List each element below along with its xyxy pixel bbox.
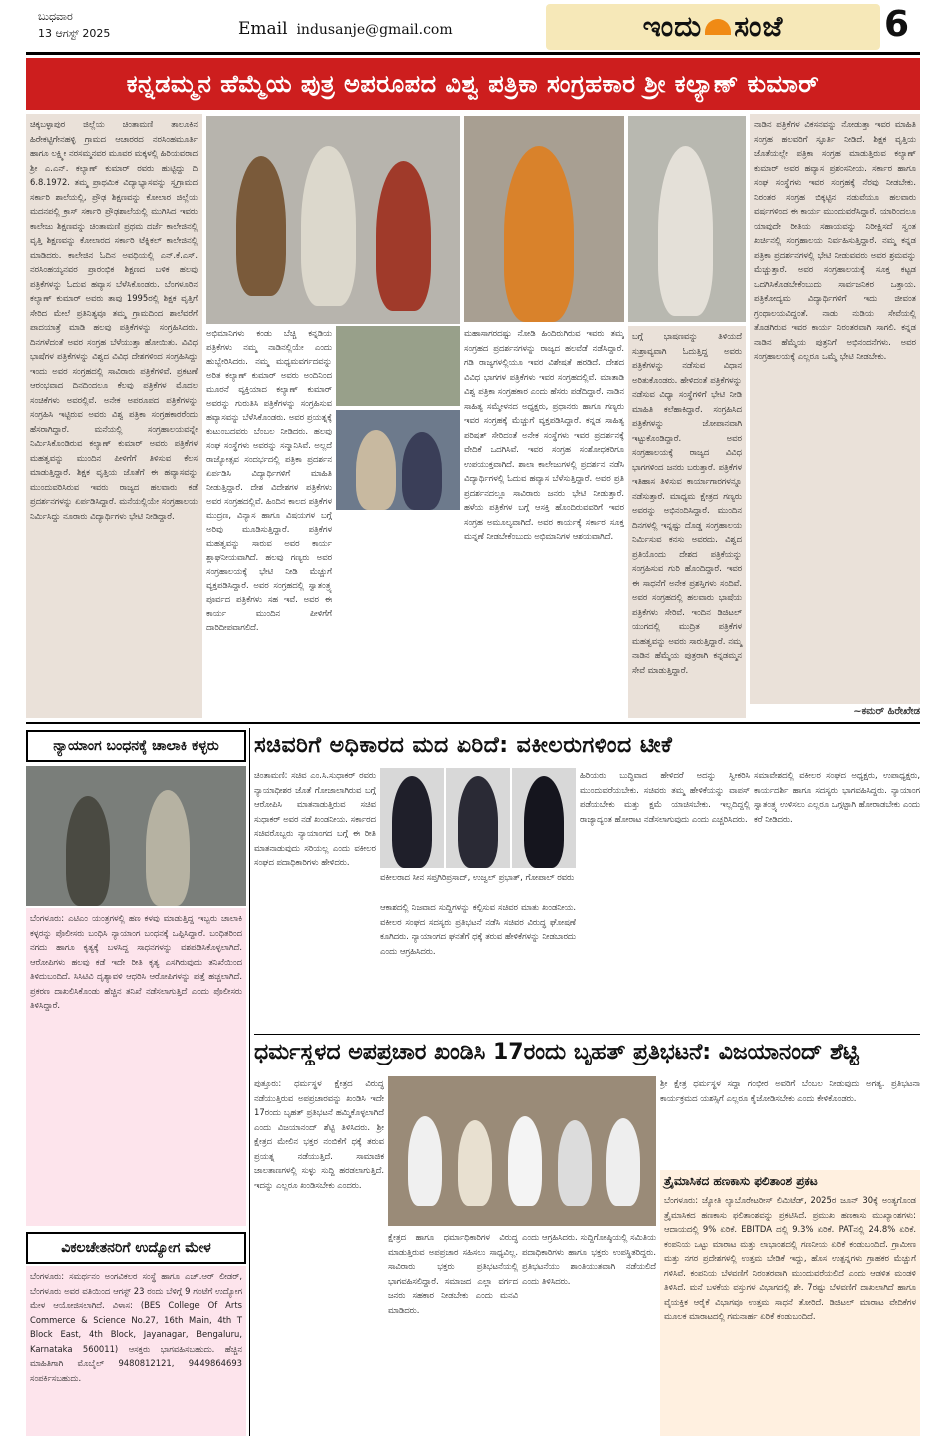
masthead-right: ಸಂಜೆ — [734, 10, 784, 43]
section-rule — [26, 722, 920, 724]
story-3-photo — [388, 1076, 656, 1226]
side-story-1-body: ಬೆಂಗಳೂರು: ಎಟಿಎಂ ಯಂತ್ರಗಳಲ್ಲಿ ಹಣ ಕಳವು ಮಾಡುತ್ತಿದ್ದ ಇಬ್ಬರು ಚಾಲಾಕಿ ಕಳ್ಳರನ್ನು ಪೊಲೀಸರು ಬಂಧಿಸಿ ನ್ಯಾಯಾಂಗ ಬಂಧನಕ್ಕೆ ಒಪ್ಪಿಸಿದ್ದಾರೆ. ಬಂಧಿತರಿಂದ ನಗದು ಹಾಗೂ ಕೃತ್ಯಕ್ಕೆ ಬಳಸಿದ್ದ ಸಾಧನಗಳನ್ನು ವಶಪಡಿಸಿಕೊಳ್ಳಲಾಗಿದೆ. ಆರೋಪಿಗಳು ಹಲವು ಕಡೆ ಇದೇ ರೀತಿ ಕೃತ್ಯ ಎಸಗಿರುವುದು ತನಿಖೆಯಿಂದ ತಿಳಿದುಬಂದಿದೆ. ಸಿಸಿಟಿವಿ ದೃಶ್ಯಾವಳಿ ಆಧರಿಸಿ ಆರೋಪಿಗಳನ್ನು ಪತ್ತೆ ಹಚ್ಚಲಾಗಿದೆ. ಪ್ರಕರಣ ದಾಖಲಿಸಿಕೊಂಡು ಹೆಚ್ಚಿನ ತನಿಖೆ ನಡೆಸಲಾಗುತ್ತಿದೆ ಎಂದು ಪೊಲೀಸರು ತಿಳಿಸಿದ್ದಾರೆ. — [26, 908, 246, 1226]
story-3-col-2: ಕ್ಷೇತ್ರದ ಹಾಗೂ ಧರ್ಮಾಧಿಕಾರಿಗಳ ವಿರುದ್ಧ ಮಾಡುತ್ತಿರುವ ಅಪಪ್ರಚಾರ ಸಹಿಸಲು ಸಾಧ್ಯವಿಲ್ಲ. ಸಾವಿರಾರು ಭಕ್ತರು ಪ್ರತಿಭಟನೆಯಲ್ಲಿ ಭಾಗವಹಿಸಲಿದ್ದಾರೆ. ಸಮಾಜದ ಎಲ್ಲಾ ವರ್ಗದ ಜನರು ಸಹಕಾರ ನೀಡಬೇಕು ಎಂದು ಮನವಿ ಮಾಡಿದರು. — [388, 1232, 518, 1315]
story-2-photo-1 — [380, 768, 444, 868]
story-3-col-4: ಶ್ರೀ ಕ್ಷೇತ್ರ ಧರ್ಮಸ್ಥಳ ಸದ್ದಾ ಗಂಭೀರ ಅವರಿಗೆ ಬೆಂಬಲ ನೀಡುವುದು ಅಗತ್ಯ. ಪ್ರತಿಭಟನಾ ಕಾರ್ಯಕ್ರಮದ ಯಶಸ್ಸಿಗೆ ಎಲ್ಲರೂ ಕೈಜೋಡಿಸಬೇಕು ಎಂದು ಕೇಳಿಕೊಂಡರು. — [660, 1078, 920, 1103]
page-number: 6 — [884, 4, 910, 45]
story-3-col-3: ಎಂದು ಆಗ್ರಹಿಸಿದರು. ಸುದ್ದಿಗೋಷ್ಠಿಯಲ್ಲಿ ಸಮಿತಿಯ ಪದಾಧಿಕಾರಿಗಳು ಹಾಗೂ ಭಕ್ತರು ಉಪಸ್ಥಿತರಿದ್ದರು. ಪ್ರತಿಭಟನೆಯು ಶಾಂತಿಯುತವಾಗಿ ನಡೆಯಲಿದೆ ಎಂದು ತಿಳಿಸಿದರು. — [522, 1232, 656, 1286]
story-2-col-3: ಹಿರಿಯರು ಬುದ್ಧಿವಾದ ಹೇಳಿದರೆ ಅದನ್ನು ಸ್ವೀಕರಿಸಿ ಮುಂದುವರೆಯಬೇಕು. ಸಚಿವರು ತಮ್ಮ ಹೇಳಿಕೆಯನ್ನು ವಾಪಸ್ ಪಡೆಯಬೇಕು ಮತ್ತು ಕ್ಷಮೆ ಯಾಚಿಸಬೇಕು. ಇಲ್ಲದಿದ್ದಲ್ಲಿ ರಾಜ್ಯಾದ್ಯಂತ ಹೋರಾಟ ನಡೆಸಲಾಗುವುದು ಎಂದು ಎಚ್ಚರಿಸಿದರು. — [580, 770, 750, 824]
lead-byline: ~ಕಮರ್ ಹಿರೇಖೇಡ — [853, 706, 920, 717]
story-2-col-1: ಚಿಂತಾಮಣಿ: ಸಚಿವ ಎಂ.ಸಿ.ಸುಧಾಕರ್ ರವರು ನ್ಯಾಯಾಧೀಶರ ಜೊತೆ ಗೋಜಾಲಾಗಿರುವ ಬಗ್ಗೆ ಆರೋಪಿಸಿ ಮಾತನಾಡುತ್ತಿರುವ ಸಚಿವ ಸುಧಾಕರ್ ಅವರ ನಡೆ ಖಂಡನೀಯ. ಸರ್ಕಾರದ ಸಚಿವರೊಬ್ಬರು ನ್ಯಾಯಾಂಗದ ಬಗ್ಗೆ ಈ ರೀತಿ ಮಾತನಾಡುವುದು ಸರಿಯಲ್ಲ ಎಂದು ವಕೀಲರ ಸಂಘದ ಪದಾಧಿಕಾರಿಗಳು ಹೇಳಿದರು. — [254, 770, 376, 867]
issue-date: 13 ಆಗಸ್ಟ್ 2025 — [38, 27, 111, 40]
side-story-3-body: ಬೆಂಗಳೂರು: ಜ್ಯೋತಿ ಲ್ಯಾಬೊರೇಟರೀಸ್ ಲಿಮಿಟೆಡ್, 2025ರ ಜೂನ್ 30ಕ್ಕೆ ಅಂತ್ಯಗೊಂಡ ತ್ರೈಮಾಸಿಕದ ಹಣಕಾಸು ಫಲಿತಾಂಶವನ್ನು ಪ್ರಕಟಿಸಿದೆ. ಪ್ರಮುಖ ಹಣಕಾಸು ಮುಖ್ಯಾಂಶಗಳು: ಆದಾಯದಲ್ಲಿ 9% ಏರಿಕೆ. EBITDA ದಲ್ಲಿ 9.3% ಏರಿಕೆ. PATನಲ್ಲಿ 24.8% ಏರಿಕೆ. ಕಂಪನಿಯ ಒಟ್ಟು ಮಾರಾಟ ಮತ್ತು ಲಾಭಾಂಶದಲ್ಲಿ ಗಣನೀಯ ಏರಿಕೆ ಕಂಡುಬಂದಿದೆ. ಗ್ರಾಮೀಣ ಮತ್ತು ನಗರ ಪ್ರದೇಶಗಳಲ್ಲಿ ಉತ್ತಮ ಬೇಡಿಕೆ ಇದ್ದು, ಹೊಸ ಉತ್ಪನ್ನಗಳು ಗ್ರಾಹಕರ ಮೆಚ್ಚುಗೆ ಗಳಿಸಿವೆ. ಕಂಪನಿಯ ಬೆಳವಣಿಗೆ ನಿರಂತರವಾಗಿ ಮುಂದುವರೆಯಲಿದೆ ಎಂದು ಆಡಳಿತ ಮಂಡಳಿ ತಿಳಿಸಿದೆ. ಮನೆ ಬಳಕೆಯ ವಸ್ತುಗಳ ವಿಭಾಗದಲ್ಲಿ ಶೇ. 7ರಷ್ಟು ಬೆಳವಣಿಗೆ ದಾಖಲಾಗಿದೆ ಹಾಗೂ ವೈಯಕ್ತಿಕ ಆರೈಕೆ ವಿಭಾಗವೂ ಉತ್ತಮ ಸಾಧನೆ ತೋರಿದೆ. ಡಿಜಿಟಲ್ ಮಾರಾಟ ವೇದಿಕೆಗಳ ಮೂಲಕ ಮಾರಾಟದಲ್ಲಿ ಗಮನಾರ್ಹ ಏರಿಕೆ ಕಂಡುಬಂದಿದೆ. — [664, 1195, 916, 1321]
lead-col-1: ಚಿಕ್ಕಬಳ್ಳಾಪುರ ಜಿಲ್ಲೆಯ ಚಿಂತಾಮಣಿ ತಾಲೂಕಿನ ಹಿರೇಕಟ್ಟಿಗೇನಹಳ್ಳಿ ಗ್ರಾಮದ ಆಚಾರರದ ನರಸಿಂಹಮೂರ್ತಿ ಹಾಗೂ ಲಕ್ಷ್ಮೀ ನರಸಮ್ಮನವರ ಮೂವರ ಮಕ್ಕಳಲ್ಲಿ ಹಿರಿಯವರಾದ ಶ್ರೀ ಎ.ಎನ್. ಕಲ್ಯಾಣ್ ಕುಮಾರ್ ರವರು ಹುಟ್ಟಿದ್ದು ದಿ 6.8.1972. ತಮ್ಮ ಪ್ರಾಥಮಿಕ ವಿದ್ಯಾಭ್ಯಾಸವನ್ನು ಸ್ವಗ್ರಾಮದ ಸರ್ಕಾರಿ ಶಾಲೆಯಲ್ಲಿ, ಪ್ರೌಢ ಶಿಕ್ಷಣವನ್ನು ಕೋಲಾರ ಜಿಲ್ಲೆಯ ಮದನಪಲ್ಲಿ ಕ್ರಾಸ್ ಸರ್ಕಾರಿ ಪ್ರೌಢಶಾಲೆಯಲ್ಲಿ ಮುಗಿಸಿದ ಇವರು ಕಾಲೇಜು ಶಿಕ್ಷಣವನ್ನು ಚಿಂತಾಮಣಿ ಪ್ರಥಮ ದರ್ಜೆ ಕಾಲೇಜಿನಲ್ಲಿ ವೃತ್ತಿ ಶಿಕ್ಷಣವನ್ನು ಕೋಲಾರದ ಸರ್ಕಾರಿ ಟೆಕ್ನಿಕಲ್ ಕಾಲೇಜಿನಲ್ಲಿ ಮಾಡಿದರು. ಕಾಲೇಜಿನ ಓದಿನ ಅವಧಿಯಲ್ಲಿ ಎನ್.ಕೆ.ಎಸ್. ನರಸಿಂಹಯ್ಯನವರ ಪ್ರಾರಂಭಿಕ ಶಿಕ್ಷಣದ ಬಳಿಕ ಹಲವು ಪತ್ರಿಕೆಗಳನ್ನು ಓದುವ ಹವ್ಯಾಸ ಬೆಳೆಸಿಕೊಂಡರು. ಬೆಂಗಳೂರಿನ ಕಲ್ಯಾಣ್ ಕುಮಾರ್ ಅವರು ತಾವು 1995ರಲ್ಲಿ ಶಿಕ್ಷಕ ವೃತ್ತಿಗೆ ಸೇರಿದ ಮೇಲೆ ಪ್ರತಿನಿತ್ಯವೂ ತಮ್ಮ ಗ್ರಾಮದಿಂದ ಶಾಲೆವರೆಗೆ ಪಾದಯಾತ್ರೆ ಮಾಡಿ ಹಲವು ಪತ್ರಿಕೆಗಳನ್ನು ಸಂಗ್ರಹಿಸಿದರು. ದಿನಗಳೆದಂತೆ ಅವರ ಸಂಗ್ರಹ ಬೆಳೆಯುತ್ತಾ ಹೋಯಿತು. ವಿವಿಧ ಭಾಷೆಗಳ ಪತ್ರಿಕೆಗಳನ್ನು ವಿಶ್ವದ ವಿವಿಧ ದೇಶಗಳಿಂದ ಸಂಗ್ರಹಿಸಿದ್ದು ಇಂದು ಅವರ ಸಂಗ್ರಹದಲ್ಲಿ ಸಾವಿರಾರು ಪತ್ರಿಕೆಗಳಿವೆ. ಪ್ರಕಟಣೆ ಆರಂಭವಾದ ದಿನದಿಂದಲೂ ಕೆಲವು ಪತ್ರಿಕೆಗಳ ಮೊದಲ ಸಂಚಿಕೆಗಳು ಅವರಲ್ಲಿವೆ. ಅನೇಕ ಅಪರೂಪದ ಪತ್ರಿಕೆಗಳನ್ನು ಸಂಗ್ರಹಿಸಿ ಇಟ್ಟಿರುವ ಅವರು ವಿಶ್ವ ಪತ್ರಿಕಾ ಸಂಗ್ರಹಕಾರರೆಂದು ಹೆಸರಾಗಿದ್ದಾರೆ. ಮನೆಯಲ್ಲಿ ಸಂಗ್ರಹಾಲಯವನ್ನೇ ನಿರ್ಮಿಸಿಕೊಂಡಿರುವ ಕಲ್ಯಾಣ್ ಕುಮಾರ್ ಅವರು ಪತ್ರಿಕೆಗಳ ಮಹತ್ವವನ್ನು ಮುಂದಿನ ಪೀಳಿಗೆಗೆ ತಿಳಿಸುವ ಕೆಲಸ ಮಾಡುತ್ತಿದ್ದಾರೆ. ಶಿಕ್ಷಕ ವೃತ್ತಿಯ ಜೊತೆಗೆ ಈ ಹವ್ಯಾಸವನ್ನು ಮುಂದುವರಿಸಿರುವ ಇವರು ರಾಜ್ಯದ ಹಲವಾರು ಕಡೆ ಪ್ರದರ್ಶನಗಳನ್ನು ಏರ್ಪಡಿಸಿದ್ದಾರೆ. ಮನೆಯಲ್ಲಿಯೇ ಸಂಗ್ರಹಾಲಯ ನಿರ್ಮಿಸಿದ್ದು ನೂರಾರು ವಿದ್ಯಾರ್ಥಿಗಳು ಭೇಟಿ ನೀಡಿದ್ದಾರೆ. — [26, 114, 202, 718]
side-story-2-heading: ವಿಕಲಚೇತನರಿಗೆ ಉದ್ಯೋಗ ಮೇಳ — [26, 1232, 246, 1264]
lead-col-2: ಅಭಿಮಾನಿಗಳು ಕಂಡು ಬೆಚ್ಚಿ ಕನ್ನಡಿಯ ಪತ್ರಿಕೆಗಳು ನಮ್ಮ ನಾಡಿನಲ್ಲಿಯೇ ಎಂದು ಹುಬ್ಬೇರಿಸಿದರು. ನಮ್ಮ ಮಧ್ಯಮವರ್ಗದವನ್ನು ಅರಿತ ಕಲ್ಯಾಣ್ ಕುಮಾರ್ ಅವರು ಅಂದಿನಿಂದ ಮೂರನೆ ವ್ಯಕ್ತಿಯಾದ ಕಲ್ಯಾಣ್ ಕುಮಾರ್ ಅವರನ್ನು ಗುರುತಿಸಿ ಪತ್ರಿಕೆಗಳನ್ನು ಸಂಗ್ರಹಿಸುವ ಹವ್ಯಾಸವನ್ನು ಬೆಳೆಸಿಕೊಂಡರು. ಅವರ ಪ್ರಯತ್ನಕ್ಕೆ ಕುಟುಂಬದವರು ಬೆಂಬಲ ನೀಡಿದರು. ಹಲವು ಸಂಘ ಸಂಸ್ಥೆಗಳು ಅವರನ್ನು ಸನ್ಮಾನಿಸಿವೆ. ಅಲ್ಲದೆ ರಾಜ್ಯೋತ್ಸವ ಸಂದರ್ಭದಲ್ಲಿ ಪತ್ರಿಕಾ ಪ್ರದರ್ಶನ ಏರ್ಪಡಿಸಿ ವಿದ್ಯಾರ್ಥಿಗಳಿಗೆ ಮಾಹಿತಿ ನೀಡುತ್ತಿದ್ದಾರೆ. ದೇಶ ವಿದೇಶಗಳ ಪತ್ರಿಕೆಗಳು ಅವರ ಸಂಗ್ರಹದಲ್ಲಿವೆ. ಹಿಂದಿನ ಕಾಲದ ಪತ್ರಿಕೆಗಳ ಮುದ್ರಣ, ವಿನ್ಯಾಸ ಹಾಗೂ ವಿಷಯಗಳ ಬಗ್ಗೆ ಅರಿವು ಮೂಡಿಸುತ್ತಿದ್ದಾರೆ. ಪತ್ರಿಕೆಗಳ ಮಹತ್ವವನ್ನು ಸಾರುವ ಅವರ ಕಾರ್ಯ ಶ್ಲಾಘನೀಯವಾಗಿದೆ. ಹಲವು ಗಣ್ಯರು ಅವರ ಸಂಗ್ರಹಾಲಯಕ್ಕೆ ಭೇಟಿ ನೀಡಿ ಮೆಚ್ಚುಗೆ ವ್ಯಕ್ತಪಡಿಸಿದ್ದಾರೆ. ಅವರ ಸಂಗ್ರಹದಲ್ಲಿ ಸ್ವಾತಂತ್ರ್ಯ ಪೂರ್ವದ ಪತ್ರಿಕೆಗಳು ಸಹ ಇವೆ. ಅವರ ಈ ಕಾರ್ಯ ಮುಂದಿನ ಪೀಳಿಗೆಗೆ ದಾರಿದೀಪವಾಗಲಿದೆ. — [206, 328, 332, 632]
sun-icon — [705, 19, 731, 35]
story-3-headline: ಧರ್ಮಸ್ಥಳದ ಅಪಪ್ರಚಾರ ಖಂಡಿಸಿ 17ರಂದು ಬೃಹತ್ ಪ್ರತಿಭಟನೆ: ವಿಜಯಾನಂದ್ ಶೆಟ್ಟಿ — [254, 1040, 859, 1065]
side-story-3-heading: ತ್ರೈಮಾಸಿಕದ ಹಣಕಾಸು ಫಲಿತಾಂಶ ಪ್ರಕಟ — [664, 1174, 818, 1188]
lead-photo-5 — [628, 116, 746, 322]
story-rule — [254, 1034, 920, 1035]
lead-col-5: ನಾಡಿನ ಪತ್ರಿಕೆಗಳ ವಿಕಸನವನ್ನು ನೋಡುತ್ತಾ ಇವರ ಮಾಹಿತಿ ಸಂಗ್ರಹ ಹಲವರಿಗೆ ಸ್ಫೂರ್ತಿ ನೀಡಿದೆ. ಶಿಕ್ಷಕ ವೃತ್ತಿಯ ಜೊತೆಯಲ್ಲೇ ಪತ್ರಿಕಾ ಸಂಗ್ರಹ ಮಾಡುತ್ತಿರುವ ಕಲ್ಯಾಣ್ ಕುಮಾರ್ ಅವರ ಹವ್ಯಾಸ ಪ್ರಶಂಸನೀಯ. ಸರ್ಕಾರ ಹಾಗೂ ಸಂಘ ಸಂಸ್ಥೆಗಳು ಇವರ ಸಂಗ್ರಹಕ್ಕೆ ನೆರವು ನೀಡಬೇಕು. ನಿರಂತರ ಸಂಗ್ರಹ ಬಿಕ್ಕಟ್ಟಿನ ನಡುವೆಯೂ ಹಲವಾರು ವರ್ಷಗಳಿಂದ ಈ ಕಾರ್ಯ ಮುಂದುವರೆಸಿದ್ದಾರೆ. ಯಾರಿಂದಲೂ ಯಾವುದೇ ರೀತಿಯ ಸಹಾಯವನ್ನು ನಿರೀಕ್ಷಿಸದೆ ಸ್ವಂತ ಖರ್ಚಿನಲ್ಲಿ ಸಂಗ್ರಹಾಲಯ ನಿರ್ವಹಿಸುತ್ತಿದ್ದಾರೆ. ನಮ್ಮ ಕನ್ನಡ ಪತ್ರಿಕಾ ಪ್ರದರ್ಶನಗಳಲ್ಲಿ ಭೇಟಿ ನೀಡುವವರು ಅವರ ಶ್ರಮವನ್ನು ಮೆಚ್ಚುತ್ತಾರೆ. ಅವರ ಸಂಗ್ರಹಾಲಯಕ್ಕೆ ಸೂಕ್ತ ಕಟ್ಟಡ ಒದಗಿಸಿಕೊಡಬೇಕೆಂಬುದು ಸಾರ್ವಜನಿಕರ ಒತ್ತಾಯ. ಪತ್ರಿಕೋದ್ಯಮ ವಿದ್ಯಾರ್ಥಿಗಳಿಗೆ ಇದು ಜೀವಂತ ಗ್ರಂಥಾಲಯವಿದ್ದಂತೆ. ನಾಡು ನುಡಿಯ ಸೇವೆಯಲ್ಲಿ ತೊಡಗಿರುವ ಇವರ ಕಾರ್ಯ ನಿರಂತರವಾಗಿ ಸಾಗಲಿ. ಕನ್ನಡ ನಾಡಿನ ಹೆಮ್ಮೆಯ ಪುತ್ರನಿಗೆ ಅಭಿನಂದನೆಗಳು. ಅವರ ಸಂಗ್ರಹಾಲಯಕ್ಕೆ ಎಲ್ಲರೂ ಒಮ್ಮೆ ಭೇಟಿ ನೀಡಬೇಕು. — [750, 114, 920, 704]
story-2-photo-2 — [446, 768, 510, 868]
header-rule — [26, 52, 920, 55]
story-2-headline: ಸಚಿವರಿಗೆ ಅಧಿಕಾರದ ಮದ ಏರಿದೆ: ವಕೀಲರುಗಳಿಂದ ಟೀಕೆ — [254, 733, 673, 758]
lead-photo-4 — [336, 410, 460, 510]
story-2-photo-caption: ವಕೀಲರಾದ ಸೀನ ಸಪ್ತಗಿರಿಪ್ರಸಾದ್, ಉಜ್ವಲ್ ಪ್ರಭಾತ್, ಗೋಪಾಲ್ ರವರು — [380, 872, 575, 882]
lead-photo-1 — [206, 116, 460, 324]
masthead-logo — [546, 4, 880, 50]
lead-photo-3 — [336, 326, 460, 406]
email-address[interactable]: indusanje@gmail.com — [296, 22, 453, 38]
lead-photo-2 — [464, 116, 624, 322]
side-story-3 — [660, 1170, 920, 1436]
masthead-left: ಇಂದು — [642, 10, 703, 43]
sidebar-rule — [249, 728, 250, 1436]
email-label: Email — [238, 19, 288, 39]
story-2-col-2: ಆಕಾಶದಲ್ಲಿ ನಿಜವಾದ ಸುದ್ದಿಗಳನ್ನು ಕಲ್ಪಿಸುವ ಸಚಿವರ ಮಾತು ಖಂಡನೀಯ. ವಕೀಲರ ಸಂಘದ ಸದಸ್ಯರು ಪ್ರತಿಭಟನೆ ನಡೆಸಿ ಸಚಿವರ ವಿರುದ್ಧ ಘೋಷಣೆ ಕೂಗಿದರು. ನ್ಯಾಯಾಂಗದ ಘನತೆಗೆ ಧಕ್ಕೆ ತರುವ ಹೇಳಿಕೆಗಳನ್ನು ನೀಡಬಾರದು ಎಂದು ಆಗ್ರಹಿಸಿದರು. — [380, 902, 576, 956]
lead-col-3: ಮಹಾಸಾಗರದಷ್ಟು ನೋಡಿ ಹಿಂದಿರುಗಿರುವ ಇವರು ತಮ್ಮ ಸಂಗ್ರಹದ ಪ್ರದರ್ಶನಗಳನ್ನು ರಾಜ್ಯದ ಹಲವೆಡೆ ನಡೆಸಿದ್ದಾರೆ. ಗಡಿ ರಾಜ್ಯಗಳಲ್ಲಿಯೂ ಇವರ ವಿಶೇಷತೆ ಹರಡಿದೆ. ದೇಶದ ವಿವಿಧ ಭಾಗಗಳ ಪತ್ರಿಕೆಗಳು ಇವರ ಸಂಗ್ರಹದಲ್ಲಿವೆ. ಮಾತಾಡಿ ವಿಶ್ವ ಪತ್ರಿಕಾ ಸಂಗ್ರಹಕಾರ ಎಂದು ಹೆಸರು ಪಡೆದಿದ್ದಾರೆ. ನಾಡಿನ ಸಾಹಿತ್ಯ ಸಮ್ಮೇಳನದ ಅಧ್ಯಕ್ಷರು, ಪ್ರಧಾನರು ಹಾಗೂ ಗಣ್ಯರು ಇವರ ಸಂಗ್ರಹಕ್ಕೆ ಮೆಚ್ಚುಗೆ ವ್ಯಕ್ತಪಡಿಸಿದ್ದಾರೆ. ಕನ್ನಡ ಸಾಹಿತ್ಯ ಪರಿಷತ್ ಸೇರಿದಂತೆ ಅನೇಕ ಸಂಸ್ಥೆಗಳು ಇವರ ಪ್ರದರ್ಶನಕ್ಕೆ ವೇದಿಕೆ ಒದಗಿಸಿವೆ. ಇವರ ಸಂಗ್ರಹ ಸಂಶೋಧಕರಿಗೂ ಉಪಯುಕ್ತವಾಗಿದೆ. ಶಾಲಾ ಕಾಲೇಜುಗಳಲ್ಲಿ ಪ್ರದರ್ಶನ ನಡೆಸಿ ವಿದ್ಯಾರ್ಥಿಗಳಲ್ಲಿ ಓದುವ ಹವ್ಯಾಸ ಬೆಳೆಸುತ್ತಿದ್ದಾರೆ. ಅವರ ಪ್ರತಿ ಪ್ರದರ್ಶನದಲ್ಲೂ ಸಾವಿರಾರು ಜನರು ಭೇಟಿ ನೀಡುತ್ತಾರೆ. ಹಳೆಯ ಪತ್ರಿಕೆಗಳ ಬಗ್ಗೆ ಆಸಕ್ತಿ ಹೊಂದಿರುವವರಿಗೆ ಇವರ ಸಂಗ್ರಹ ಅಮೂಲ್ಯವಾಗಿದೆ. ಅವರ ಕಾರ್ಯಕ್ಕೆ ಸರ್ಕಾರ ಸೂಕ್ತ ಮನ್ನಣೆ ನೀಡಬೇಕೆಂಬುದು ಅಭಿಮಾನಿಗಳ ಆಶಯವಾಗಿದೆ. — [464, 328, 624, 541]
story-3-col-1: ಪುತ್ತೂರು: ಧರ್ಮಸ್ಥಳ ಕ್ಷೇತ್ರದ ವಿರುದ್ಧ ನಡೆಯುತ್ತಿರುವ ಅಪಪ್ರಚಾರವನ್ನು ಖಂಡಿಸಿ ಇದೇ 17ರಂದು ಬೃಹತ್ ಪ್ರತಿಭಟನೆ ಹಮ್ಮಿಕೊಳ್ಳಲಾಗಿದೆ ಎಂದು ವಿಜಯಾನಂದ್ ಶೆಟ್ಟಿ ತಿಳಿಸಿದರು. ಶ್ರೀ ಕ್ಷೇತ್ರದ ಮೇಲಿನ ಭಕ್ತರ ನಂಬಿಕೆಗೆ ಧಕ್ಕೆ ತರುವ ಪ್ರಯತ್ನ ನಡೆಯುತ್ತಿದೆ. ಸಾಮಾಜಿಕ ಜಾಲತಾಣಗಳಲ್ಲಿ ಸುಳ್ಳು ಸುದ್ದಿ ಹರಡಲಾಗುತ್ತಿದೆ. ಇದನ್ನು ಎಲ್ಲರೂ ಖಂಡಿಸಬೇಕು ಎಂದರು. — [254, 1078, 384, 1190]
side-story-2-body: ಬೆಂಗಳೂರು: ಸಮರ್ಥನಂ ಅಂಗವಿಕಲರ ಸಂಸ್ಥೆ ಹಾಗೂ ಎಚ್.ಆರ್ ಲೀಡರ್, ಬೆಂಗಳೂರು ಅವರ ವತಿಯಿಂದ ಆಗಸ್ಟ್ 23 ರಂದು ಬೆಳಿಗ್ಗೆ 9 ಗಂಟೆಗೆ ಉದ್ಯೋಗ ಮೇಳ ಆಯೋಜಿಸಲಾಗಿದೆ. ವಿಳಾಸ: (BES College Of Arts Commerce & Science No.27, 16th Main, 4th T Block East, 4th Block, Jayanagar, Bengaluru, Karnataka 560011) ಆಸಕ್ತರು ಭಾಗವಹಿಸಬಹುದು. ಹೆಚ್ಚಿನ ಮಾಹಿತಿಗಾಗಿ ಮೊಬೈಲ್ 9480812121, 9449864693 ಸಂಪರ್ಕಿಸಬಹುದು. — [26, 1266, 246, 1436]
lead-headline: ಕನ್ನಡಮ್ಮನ ಹೆಮ್ಮೆಯ ಪುತ್ರ ಅಪರೂಪದ ವಿಶ್ವ ಪತ್ರಿಕಾ ಸಂಗ್ರಹಕಾರ ಶ್ರೀ ಕಲ್ಯಾಣ್ ಕುಮಾರ್ — [26, 58, 920, 110]
issue-day: ಬುಧವಾರ — [38, 10, 73, 23]
story-2-col-4: ಸಮಾವೇಶದಲ್ಲಿ ವಕೀಲರ ಸಂಘದ ಅಧ್ಯಕ್ಷರು, ಉಪಾಧ್ಯಕ್ಷರು, ಕಾರ್ಯದರ್ಶಿ ಹಾಗೂ ಸದಸ್ಯರು ಭಾಗವಹಿಸಿದ್ದರು. ನ್ಯಾಯಾಂಗ ಸ್ವಾತಂತ್ರ್ಯ ಉಳಿಸಲು ಎಲ್ಲರೂ ಒಗ್ಗಟ್ಟಾಗಿ ಹೋರಾಡಬೇಕು ಎಂದು ಕರೆ ನೀಡಿದರು. — [754, 770, 920, 824]
side-story-1-photo — [26, 766, 246, 906]
email-line — [238, 19, 453, 39]
story-2-photo-3 — [512, 768, 576, 868]
side-story-1-heading: ನ್ಯಾಯಾಂಗ ಬಂಧನಕ್ಕೆ ಚಾಲಾಕಿ ಕಳ್ಳರು — [26, 730, 246, 762]
lead-col-4: ಬಗ್ಗೆ ಭಾಷಣವನ್ನು ತಿಳಿಯದೆ ಸುಶ್ರಾವ್ಯವಾಗಿ ಓದುತ್ತಿದ್ದ ಅವರು ಪತ್ರಿಕೆಗಳನ್ನು ನಡೆಸುವ ವಿಧಾನ ಅರಿತುಕೊಂಡರು. ಹೇಳಿದಂತೆ ಪತ್ರಿಕೆಗಳನ್ನು ನಡೆಸುವ ವಿಧ್ಯಾ ಸಂಸ್ಥೆಗಳಿಗೆ ಭೇಟಿ ನೀಡಿ ಮಾಹಿತಿ ಕಲೆಹಾಕಿದ್ದಾರೆ. ಸಂಗ್ರಹಿಸಿದ ಪತ್ರಿಕೆಗಳನ್ನು ಜೋಪಾನವಾಗಿ ಇಟ್ಟುಕೊಂಡಿದ್ದಾರೆ. ಅವರ ಸಂಗ್ರಹಾಲಯಕ್ಕೆ ರಾಜ್ಯದ ವಿವಿಧ ಭಾಗಗಳಿಂದ ಜನರು ಬರುತ್ತಾರೆ. ಪತ್ರಿಕೆಗಳ ಇತಿಹಾಸ ತಿಳಿಸುವ ಕಾರ್ಯಾಗಾರಗಳನ್ನೂ ನಡೆಸುತ್ತಾರೆ. ಮಾಧ್ಯಮ ಕ್ಷೇತ್ರದ ಗಣ್ಯರು ಅವರನ್ನು ಅಭಿನಂದಿಸಿದ್ದಾರೆ. ಮುಂದಿನ ದಿನಗಳಲ್ಲಿ ಇನ್ನಷ್ಟು ದೊಡ್ಡ ಸಂಗ್ರಹಾಲಯ ನಿರ್ಮಿಸುವ ಕನಸು ಅವರದು. ವಿಶ್ವದ ಪ್ರತಿಯೊಂದು ದೇಶದ ಪತ್ರಿಕೆಯನ್ನು ಸಂಗ್ರಹಿಸುವ ಗುರಿ ಹೊಂದಿದ್ದಾರೆ. ಇವರ ಈ ಸಾಧನೆಗೆ ಅನೇಕ ಪ್ರಶಸ್ತಿಗಳು ಸಂದಿವೆ. ಅವರ ಸಂಗ್ರಹದಲ್ಲಿ ಹಲವಾರು ಭಾಷೆಯ ಪತ್ರಿಕೆಗಳು ಸೇರಿವೆ. ಇಂದಿನ ಡಿಜಿಟಲ್ ಯುಗದಲ್ಲಿ ಮುದ್ರಿತ ಪತ್ರಿಕೆಗಳ ಮಹತ್ವವನ್ನು ಅವರು ಸಾರುತ್ತಿದ್ದಾರೆ. ನಮ್ಮ ನಾಡಿನ ಹೆಮ್ಮೆಯ ಪುತ್ರರಾಗಿ ಕನ್ನಡಮ್ಮನ ಸೇವೆ ಮಾಡುತ್ತಿದ್ದಾರೆ. — [628, 326, 746, 718]
